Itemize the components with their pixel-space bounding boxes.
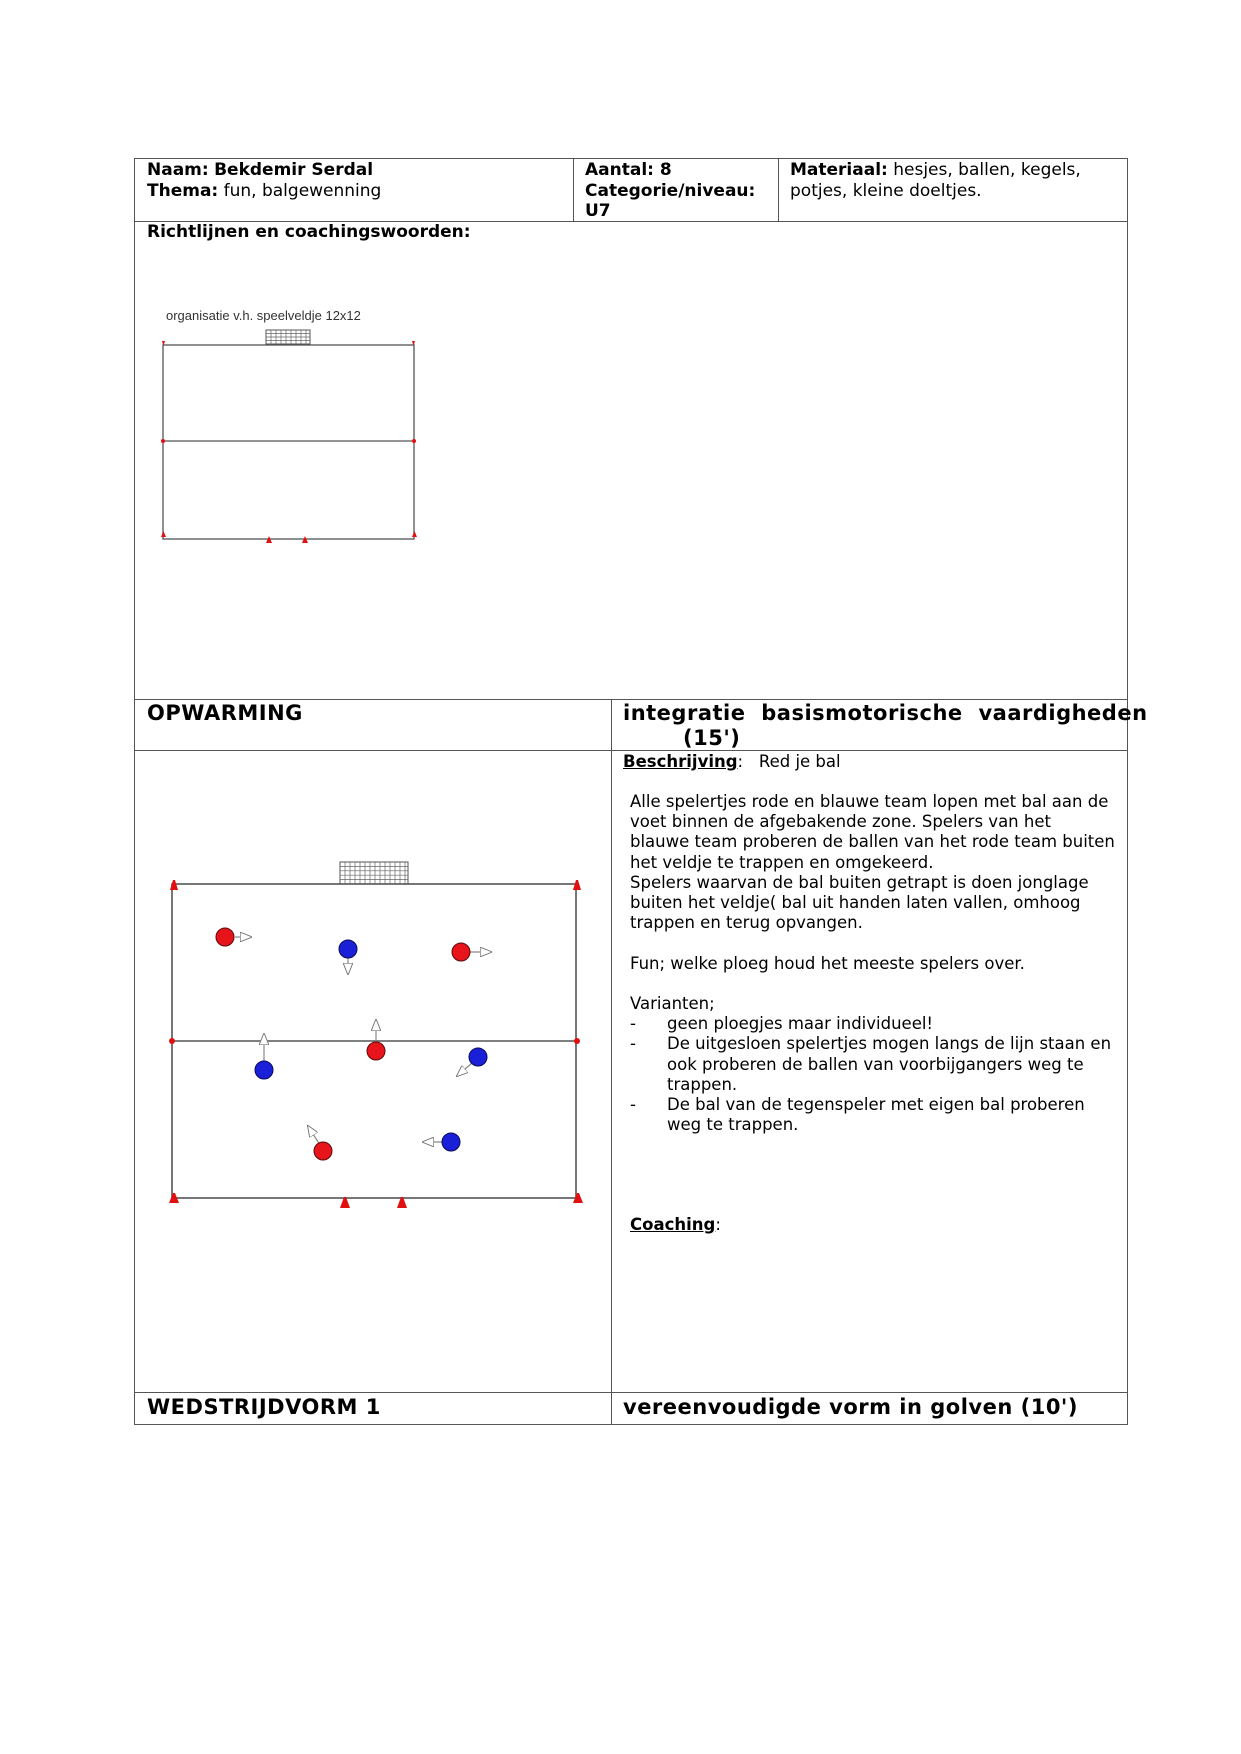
paragraph-line: trappen en terug opvangen. <box>630 913 863 933</box>
coaching-label: Coaching <box>630 1215 716 1234</box>
categorie-label: Categorie/niveau: <box>585 181 756 201</box>
paragraph-line: blauwe team proberen de ballen van het rode team buiten <box>630 832 1115 852</box>
blue-player <box>255 1061 273 1079</box>
variant-dash: - <box>630 1034 636 1054</box>
beschrijving-value: Red je bal <box>758 752 841 771</box>
thema-label: Thema: <box>147 181 219 201</box>
beschrijving-colon: : <box>737 752 744 771</box>
cone <box>573 880 581 890</box>
coaching-colon: : <box>715 1215 721 1234</box>
variant-line: De uitgesloen spelertjes mogen langs de lijn staan en <box>667 1034 1112 1054</box>
cone <box>169 1038 175 1044</box>
paragraph-line: buiten het veldje( bal uit handen laten vallen, omhoog <box>630 893 1081 913</box>
variant-dash: - <box>630 1095 636 1115</box>
paragraph-line: Alle spelertjes rode en blauwe team lopen met bal aan de <box>630 792 1109 811</box>
beschrijving-label: Beschrijving <box>623 752 738 771</box>
blue-player <box>469 1048 487 1066</box>
red-player <box>216 928 234 946</box>
materiaal-value-2: potjes, kleine doeltjes. <box>790 181 982 201</box>
materiaal-value-1: hesjes, ballen, kegels, <box>893 160 1081 180</box>
richtlijnen-title-text: Richtlijnen en coachingswoorden: <box>147 222 471 242</box>
thema-value: fun, balgewenning <box>223 181 382 201</box>
red-player <box>367 1042 385 1060</box>
wedstrijdvorm-subtitle: vereenvoudigde vorm in golven (10') <box>623 1395 1078 1419</box>
variant-line: De bal van de tegenspeler met eigen bal proberen <box>667 1095 1085 1115</box>
variant-item <box>630 1034 1120 1095</box>
field-caption: organisatie v.h. speelveldje 12x12 <box>166 308 361 323</box>
variant-line: weg te trappen. <box>667 1115 799 1135</box>
red-player <box>314 1142 332 1160</box>
fun-line: Fun; welke ploeg houd het meeste spelers over. <box>630 953 1025 973</box>
opwarming-subtitle-2: (15') <box>683 726 741 750</box>
aantal-label: Aantal: 8 <box>585 160 672 180</box>
cone <box>574 1038 580 1044</box>
wedstrijdvorm-title: WEDSTRIJDVORM 1 <box>147 1395 381 1419</box>
variant-item <box>630 1014 1120 1034</box>
opwarming-title: OPWARMING <box>147 701 303 725</box>
arrow <box>308 1126 320 1145</box>
varianten-label: Varianten; <box>630 994 715 1013</box>
red-players <box>216 928 470 1160</box>
arrow <box>457 1063 472 1076</box>
paragraph-line: Spelers waarvan de bal buiten getrapt is doen jonglage <box>630 872 1089 892</box>
beschrijving-line <box>623 752 841 772</box>
naam-label: Naam: <box>147 160 209 180</box>
blue-player <box>442 1133 460 1151</box>
variant-dash: - <box>630 1014 636 1034</box>
description-paragraph <box>630 792 1120 1135</box>
coaching-line <box>630 1215 721 1235</box>
paragraph-line: voet binnen de afgebakende zone. Spelers van het <box>630 812 1051 832</box>
opwarming-subtitle-1: integratie basismotorische vaardigheden <box>623 701 1148 725</box>
variant-line: geen ploegjes maar individueel! <box>667 1014 934 1034</box>
red-player <box>452 943 470 961</box>
naam-value: Bekdemir Serdal <box>214 160 374 180</box>
blue-player <box>339 940 357 958</box>
variant-line: trappen. <box>667 1074 738 1094</box>
variant-item <box>630 1095 1120 1135</box>
paragraph-line: het veldje te trappen en omgekeerd. <box>630 852 934 872</box>
variant-line: ook proberen de ballen van voorbijgangers weg te <box>667 1054 1084 1074</box>
goal <box>340 862 408 884</box>
categorie-value: U7 <box>585 201 611 221</box>
materiaal-label: Materiaal: <box>790 160 888 180</box>
